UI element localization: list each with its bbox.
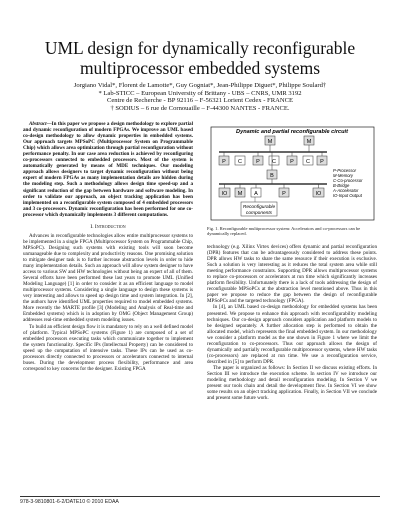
processor-label-3: P xyxy=(290,159,294,165)
right-paragraph-3: The paper is organized as follows: In Section II we discuss existing efforts. In Section III we introduce the execution scheme. In section IV we introduce our modeling methodology and detail reconfiguration modeling. In Section V we present our tools chain and detail the development flow. In Section VI we show some results on an object tracking application. Finally, in Section VII we conclude and present some future work. xyxy=(207,364,377,402)
reconfigurable-label-1: Reconfigurable xyxy=(242,205,276,210)
coprocessor-label-2: C xyxy=(272,159,276,165)
io-label-1: IO xyxy=(221,191,228,197)
memory-label-1: M xyxy=(267,139,273,145)
paper-title: UML design for dynamically reconfigurable multiprocessor embedded systems xyxy=(44,38,356,78)
processor-label-5: P xyxy=(282,191,286,197)
processor-label-2: P xyxy=(256,159,260,165)
copyright-footer: 978-3-9810801-6-2/DATE10 © 2010 EDAA xyxy=(20,496,380,505)
io-label-2: IO xyxy=(315,191,322,197)
coprocessor-label-3: C xyxy=(306,159,310,165)
author-names: Jorgiano Vidal*, Florent de Lamotte*, Guy Gogniat*, Jean-Philippe Diguet*, Philippe Soulard† xyxy=(73,82,327,89)
reconfigurable-label-2: components xyxy=(245,211,273,216)
processor-label-1: P xyxy=(222,159,226,165)
abstract-label: Abstract xyxy=(29,121,47,127)
legend-item-processor: P-Processor xyxy=(333,168,357,173)
section-heading-introduction: I. Introduction xyxy=(90,223,126,230)
affiliation-1: * Lab-STICC – European University of Brittany - UBS – CNRS, UMR 3192 xyxy=(98,89,302,97)
figure-1 xyxy=(207,126,377,222)
figure-heading: Dynamic and partial reconfigurable circuit xyxy=(236,129,348,135)
memory-label-2: M xyxy=(306,139,312,145)
intro-paragraph-1: Advances in reconfigurable technologies allow entire multiprocessor systems to be implemented in a single FPGA (Multiprocessor System on Programmable Chip, MPSoPC). Designing such systems with existing tools will soon become unmanageable due to complexity and productivity reasons. One promising solution to mitigate designer task is to further increase abstraction levels in order to hide many implementation details. Such an approach will allow system designer to have access to various SW and HW technologies without being an expert of all of them. Several efforts have been performed these last years to promote UML (Unified Modeling Language) [1] in order to consider it as an efficient language to model multiprocessor systems. Considering a single language to design these systems is very interesting and allows to speed up design time and system integration. In [2], the authors have identified UML properties required to model embedded systems. More recently the MARTE profile [3] (Modeling and Analysis of Real-time and Embedded systems) which is in adoption by OMG (Object Management Group) addresses real-time embedded system modeling issues. xyxy=(23,232,193,324)
legend-item-accelerator: A-Accelerator xyxy=(333,188,359,193)
figure-caption: Fig. 1. Reconfigurable multiprocessor system: Accelerators and co-processors can be dynamically replaced. xyxy=(207,226,361,237)
bridge-label: B xyxy=(270,173,274,179)
left-column xyxy=(23,121,193,372)
right-paragraph-2: In [4], an UML based co-design methodology for embedded systems has been presented. We propose to enhance this approach with reconfigurability modeling techniques. Our co-design approach considers application and platform models to be designed separately. A further allocation step is performed to obtain the allocated model, which represents the final embedded system. In our methodology we consider a platform model as the one shown in Figure 1 where we limit the reconfiguration to co-processors. Thus our approach allows the design of dynamically and partially reconfigurable multiprocessor systems, where HW tasks (co-processors) are replaced at run time. We use a reconfiguration service, described in [5] to perform DPR. xyxy=(207,304,377,365)
accelerator-label-1: A xyxy=(254,191,258,197)
right-paragraph-1: technology (e.g. Xilinx Virtex devices) offers dynamic and partial reconfiguration (DPR) features that can be advantageously considered to address these points. DPR allows HW tasks to share the same resource if their execution is exclusive. Such a solution is very interesting as it reduces the total system area while still meeting performance constraints. Supporting DPR allows multiprocessor systems to replace co-processors or accelerators at run time which significantly increases platform flexibility. Unfortunately there is a lack of tools addressing the design of reconfigurable MPSoPCs at the abstraction level mentioned above. Thus in this paper we propose to reduce the gap between the design of reconfigurable MPSoPCs and the targeted technology (FPGA). xyxy=(207,244,377,305)
abstract-text: —In this paper we propose a design methodology to explore partial and dynamic reconfiguration of modern FPGAs. We improve an UML based co-design methodology to allow dynamic properties in embedded systems. Our approach targets MPSoPC (Multiprocessor System on Programmable Chip) which allows area optimization through partial reconfiguration without performance penalty. In our case area reduction is achieved by reconfiguring co-processors connected to embedded processors. Most of the system is automatically generated by means of MDE techniques. Our modeling approach allows designers to target dynamic reconfiguration without being expert of modern FPGAs as many implementation details are hidden during the modeling step. Such a methodology allows design time speed-up and a significant reduction of the gap between hardware and software modeling. In order to validate our approach, an object tracking application has been implemented on a reconfigurable system composed of 4 embedded processors and 3 co-processors. Dynamic reconfiguration has been performed for one co-processor which dynamically implements 3 different computations. xyxy=(23,121,193,218)
affiliation-3: † SODIUS – 6 rue de Cornouaille – F-44300 NANTES - FRANCE. xyxy=(110,104,290,112)
author-block xyxy=(20,82,380,112)
legend-item-coprocessor: C-Co-processor xyxy=(333,178,363,183)
right-column xyxy=(207,244,377,401)
legend-item-memory: M-Memory xyxy=(333,173,354,178)
memory-label-3: M xyxy=(237,191,243,197)
coprocessor-label-1: C xyxy=(238,159,242,165)
legend-item-io: IO-Input Output xyxy=(333,193,362,198)
abstract xyxy=(23,121,193,218)
legend-item-bridge: B-Bridge xyxy=(333,183,350,188)
affiliation-2: Centre de Recherche - BP 92116 – F-56321 Lorient Cedex - FRANCE xyxy=(106,97,294,105)
processor-label-4: P xyxy=(320,159,324,165)
intro-paragraph-2: To build an efficient design flow it is mandatory to rely on a well defined model of platform. Typical MPSoPC systems (Figure 1) are composed of a set of embedded processors executing tasks which communicate together to implement the system functionality. Specific IPs (Intellectual Property) can be considered to speed up the computation of intensive tasks. These IPs can be used as co-processors directly connected to processors or accelerators connected to internal buses. During the development process flexibility, performance and area correspond to key concerns for the designer. Existing FPGA xyxy=(23,323,193,372)
